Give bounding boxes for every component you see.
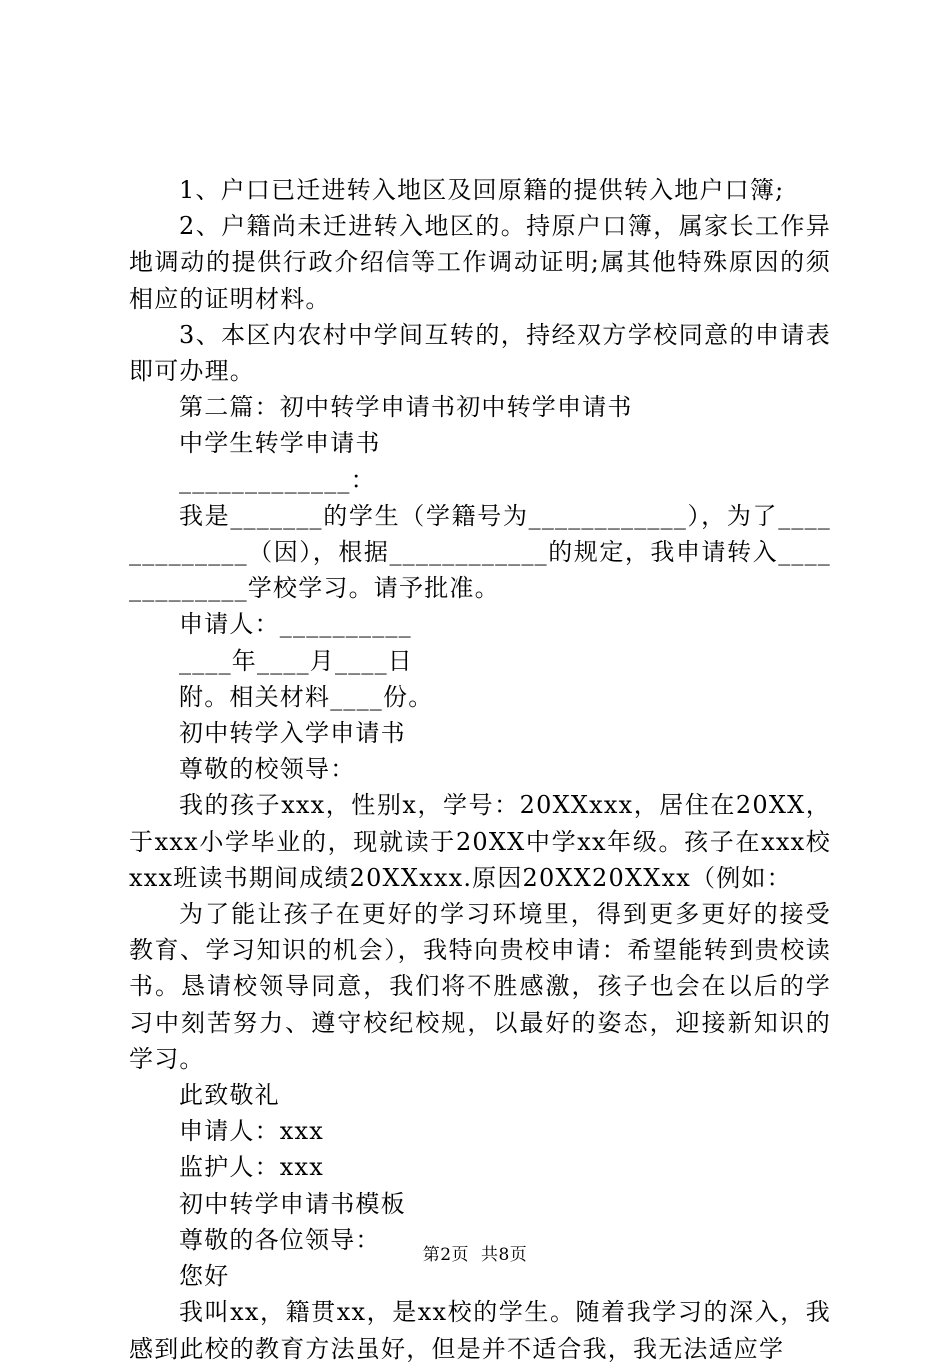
- letter-title: 初中转学入学申请书: [179, 719, 406, 748]
- salutation-blank: _____________：: [179, 465, 376, 494]
- paragraph: 为了能让孩子在更好的学习环境里，得到更多更好的接受教育、学习知识的机会），我特向贵校申请：希望能转到贵校读书。恳请校领导同意，我们将不胜感激，孩子也会在以后的学习中刻苦努力、遵守校纪校规，以最好的姿态，迎接新知识的学习。: [129, 900, 831, 1073]
- applicant-line: 申请人：__________: [179, 610, 412, 639]
- closing: 此致敬礼: [179, 1081, 280, 1110]
- letter-title: 中学生转学申请书: [179, 429, 381, 458]
- paragraph: 我是_______的学生（学籍号为____________），为了_____________（因），根据____________的规定，我申请转入_____________学校学习。请予批准。: [129, 501, 831, 603]
- date-line: ____年____月____日: [179, 646, 413, 675]
- salutation: 尊敬的各位领导：: [179, 1225, 381, 1254]
- attachment-line: 附。相关材料____份。: [179, 682, 434, 711]
- paragraph: 我叫xx，籍贯xx，是xx校的学生。随着我学习的深入，我感到此校的教育方法虽好，但是并不适合我，我无法适应学: [129, 1298, 831, 1363]
- paragraph: 1、户口已迁进转入地区及回原籍的提供转入地户口簿;: [179, 176, 785, 204]
- paragraph: 2、户籍尚未迁进转入地区的。持原户口簿，属家长工作异地调动的提供行政介绍信等工作调动证明;属其他特殊原因的须相应的证明材料。: [129, 212, 831, 313]
- applicant-line: 申请人：xxx: [179, 1117, 325, 1146]
- page-footer: [0, 1244, 950, 1266]
- letter-title: 初中转学申请书模板: [179, 1189, 406, 1218]
- section-heading: 第二篇：初中转学申请书初中转学申请书: [179, 393, 633, 422]
- paragraph: 3、本区内农村中学间互转的，持经双方学校同意的申请表即可办理。: [129, 320, 831, 386]
- page-total: 共8页: [480, 1245, 528, 1265]
- page-number: 第2页: [422, 1245, 470, 1265]
- greeting: 您好: [179, 1262, 230, 1291]
- document-body: [129, 172, 831, 1367]
- paragraph: 我的孩子xxx，性别x，学号：20XXxxx，居住在20XX，于xxx小学毕业的，现就读于20XX中学xx年级。孩子在xxx校xxx班读书期间成绩20XXxxx.原因20XX20XXxx（例如：: [129, 791, 831, 892]
- salutation: 尊敬的校领导：: [179, 755, 356, 784]
- guardian-line: 监护人：xxx: [179, 1153, 325, 1182]
